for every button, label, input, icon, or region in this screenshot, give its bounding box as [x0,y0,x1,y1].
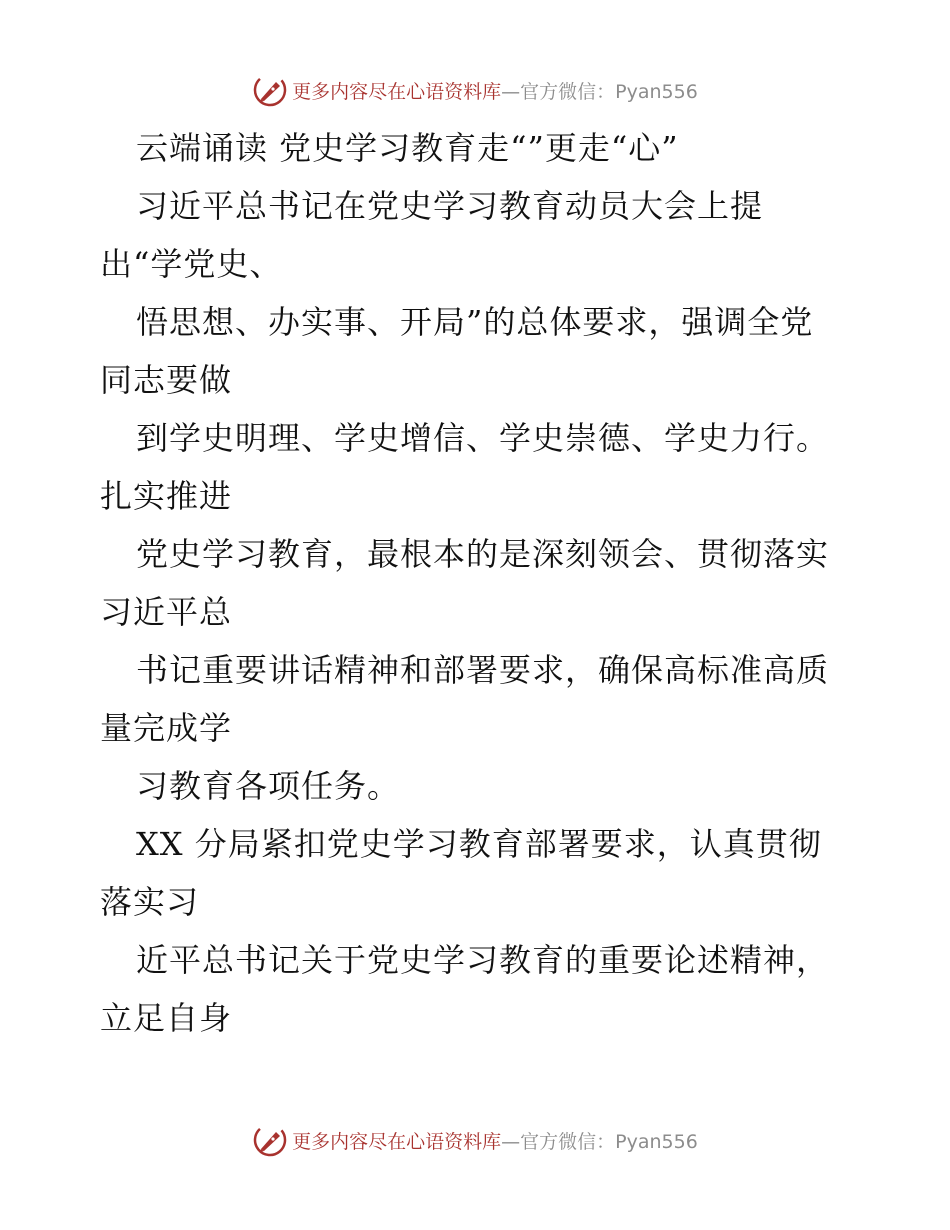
footer-banner [0,1120,950,1160]
doc-line-1: 云端诵读 党史学习教育走“”更走“心” [136,129,679,167]
doc-line-10: 书记重要讲话精神和部署要求，确保高标准高质 [136,651,830,689]
pen-nib-logo-icon [252,72,288,108]
doc-line-2: 习近平总书记在党史学习教育动员大会上提 [136,187,764,225]
header-site-name: 更多内容尽在心语资料库 [292,80,502,103]
doc-line-7: 扎实推进 [100,477,233,515]
doc-line-3: 出“学党史、 [100,245,283,283]
doc-line-5: 同志要做 [100,361,233,399]
doc-line-4: 悟思想、办实事、开局”的总体要求，强调全党 [136,303,814,341]
pen-nib-logo-icon [252,1122,288,1158]
doc-line-9: 习近平总 [100,593,233,631]
doc-line-14: 落实习 [100,883,200,921]
doc-line-13: XX 分局紧扣党史学习教育部署要求，认真贯彻 [136,825,822,863]
doc-line-16: 立足自身 [100,999,233,1037]
doc-line-12: 习教育各项任务。 [136,767,401,805]
doc-line-15: 近平总书记关于党史学习教育的重要论述精神， [136,941,830,979]
footer-site-name: 更多内容尽在心语资料库 [292,1130,502,1153]
doc-line-11: 量完成学 [100,709,233,747]
header-banner [0,70,950,110]
header-wechat-id: —官方微信：Pyan556 [501,80,698,103]
footer-wechat-id: —官方微信：Pyan556 [501,1130,698,1153]
doc-line-8: 党史学习教育，最根本的是深刻领会、贯彻落实 [136,535,830,573]
doc-line-6: 到学史明理、学史增信、学史崇德、学史力行。 [136,419,830,457]
